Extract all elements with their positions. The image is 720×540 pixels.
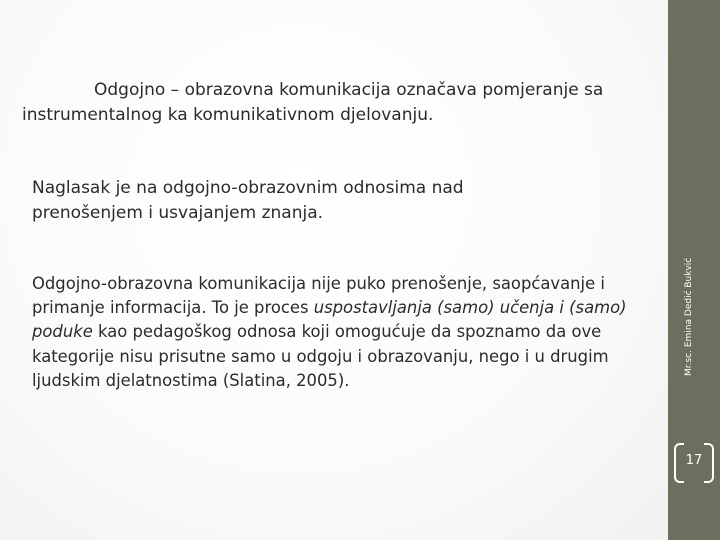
page-number: 17: [685, 453, 703, 468]
paragraph-3-part-1: Odgojno-obrazovna komunikacija nije puko prenošenje, saopćavanje i primanje informacija. To je proces: [32, 274, 605, 318]
paragraph-1-text: Odgojno – obrazovna komunikacija označava pomjeranje sa instrumentalnog ka komunikativnom djelovanju.: [22, 80, 604, 125]
paragraph-3: [32, 272, 662, 393]
paragraph-2-line-2: prenošenjem i usvajanjem znanja.: [32, 202, 324, 223]
paragraph-1: [22, 78, 662, 127]
paragraph-3-italic: uspostavljanja (samo) učenja i (samo) poduke: [32, 298, 627, 342]
paragraph-2-line-1: Naglasak je na odgojno-obrazovnim odnosima nad: [32, 178, 464, 198]
page-number-box: [674, 443, 714, 483]
author-credit: Mr.sc. Emina Dedić Bukvić: [684, 257, 694, 376]
paragraph-2: [32, 176, 552, 225]
paragraph-3-part-2: kao pedagoškog odnosa koji omogućuje da spoznamo da ove kategorije nisu prisutne samo u odgoju i obrazovanju, nego i u drugim ljudskim djelatnostima (Slatina, 2005).: [32, 322, 609, 390]
